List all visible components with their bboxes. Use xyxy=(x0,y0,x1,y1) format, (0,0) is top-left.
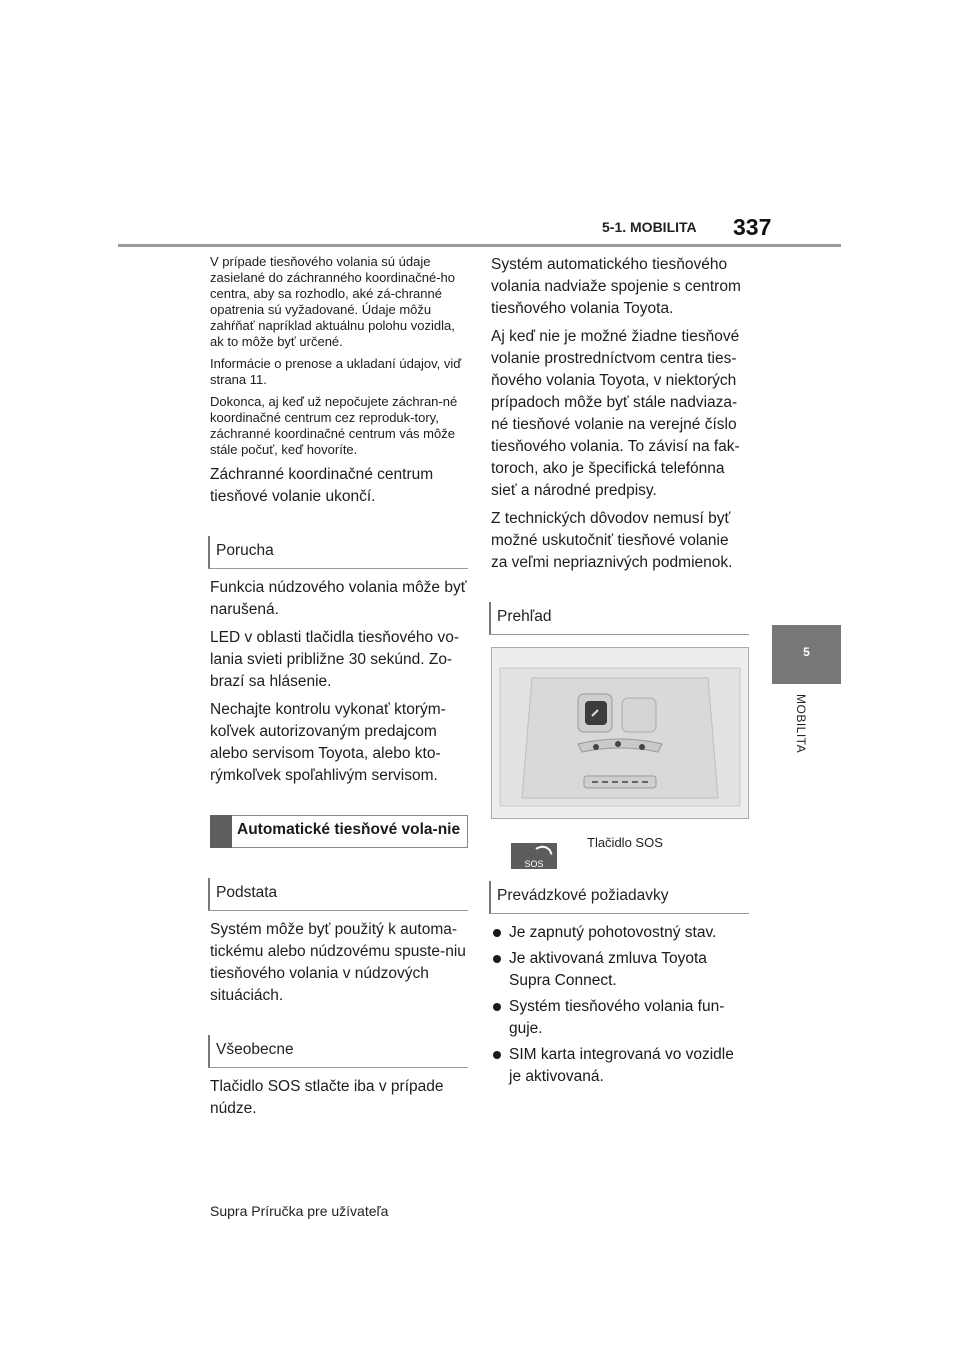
right-column xyxy=(491,254,749,1092)
chapter-label: MOBILITA xyxy=(794,694,808,754)
paragraph: Aj keď nie je možné žiadne tiesňové volanie prostredníctvom centra ties-ňového volania Toyota, v niektorých prípadoch môže byť stále nadviaza-né tiesňové volanie na verejné číslo tiesňového volania. To závisí na fak-toroch, ako je špecifická telefónna sieť a národné predpisy. xyxy=(491,328,740,499)
paragraph: LED v oblasti tlačidla tiesňového vo-lania svieti približne 30 sekúnd. Zo-brazí sa hlásenie. xyxy=(210,629,459,690)
page-number: 337 xyxy=(733,214,772,240)
paragraph: Z technických dôvodov nemusí byť možné uskutočniť tiesňové volanie za veľmi nepriaznivých podmienok. xyxy=(491,510,733,571)
figure-legend xyxy=(491,835,749,869)
paragraph: Systém môže byť použitý k automa-tickému alebo núdzovému spuste-niu tiesňového volania v núdzových situáciách. xyxy=(210,921,466,1004)
paragraph: Tlačidlo SOS stlačte iba v prípade núdze. xyxy=(210,1078,444,1117)
requirements-list xyxy=(491,922,749,1088)
list-item: SIM karta integrovaná vo vozidle je aktivovaná. xyxy=(491,1044,749,1088)
left-column xyxy=(210,254,468,1126)
subheading-poziadavky: Prevádzkové požiadavky xyxy=(489,881,749,914)
paragraph: Systém automatického tiesňového volania nadviaže spojenie s centrom tiesňového volania Toyota. xyxy=(491,256,741,317)
paragraph: V prípade tiesňového volania sú údaje zasielané do záchranného koordinačné-ho centra, aby sa rozhodlo, aké zá-chranné opatrenia sú vyžadované. Údaje môžu zahŕňať napríklad aktuálnu polohu vozidla, ak to môže byť určené. xyxy=(210,254,456,349)
paragraph: Informácie o prenose a ukladaní údajov, viď strana 11. xyxy=(210,356,462,387)
list-item: Systém tiesňového volania fun-guje. xyxy=(491,996,749,1040)
list-item: Je aktivovaná zmluva Toyota Supra Connect. xyxy=(491,948,749,992)
overhead-console-illustration xyxy=(491,647,749,819)
subheading-podstata: Podstata xyxy=(208,878,468,911)
section-title: 5-1. MOBILITA xyxy=(602,219,697,235)
header-rule xyxy=(118,244,841,247)
section-heading: Automatické tiesňové vola-nie xyxy=(210,815,468,848)
footer-text: Supra Príručka pre užívateľa xyxy=(210,1203,389,1219)
paragraph: Dokonca, aj keď už nepočujete záchran-né koordinačné centrum cez reproduk-tory, záchranné koordinačné centrum vás môže stále počuť, keď hovoríte. xyxy=(210,394,458,457)
list-item: Je zapnutý pohotovostný stav. xyxy=(491,922,749,944)
subheading-prehlad: Prehľad xyxy=(489,602,749,635)
sos-icon-label: SOS xyxy=(524,859,544,869)
subheading-porucha: Porucha xyxy=(208,536,468,569)
paragraph: Nechajte kontrolu vykonať ktorým-koľvek autorizovaným predajcom alebo servisom Toyota, alebo kto-rýmkoľvek spoľahlivým servisom. xyxy=(210,701,446,784)
sos-button-icon xyxy=(511,843,557,869)
paragraph: Funkcia núdzového volania môže byť narušená. xyxy=(210,579,467,618)
chapter-tab: 5 xyxy=(772,625,841,684)
legend-text: Tlačidlo SOS xyxy=(587,835,663,850)
paragraph: Záchranné koordinačné centrum tiesňové volanie ukončí. xyxy=(210,466,434,505)
subheading-vseobecne: Všeobecne xyxy=(208,1035,468,1068)
